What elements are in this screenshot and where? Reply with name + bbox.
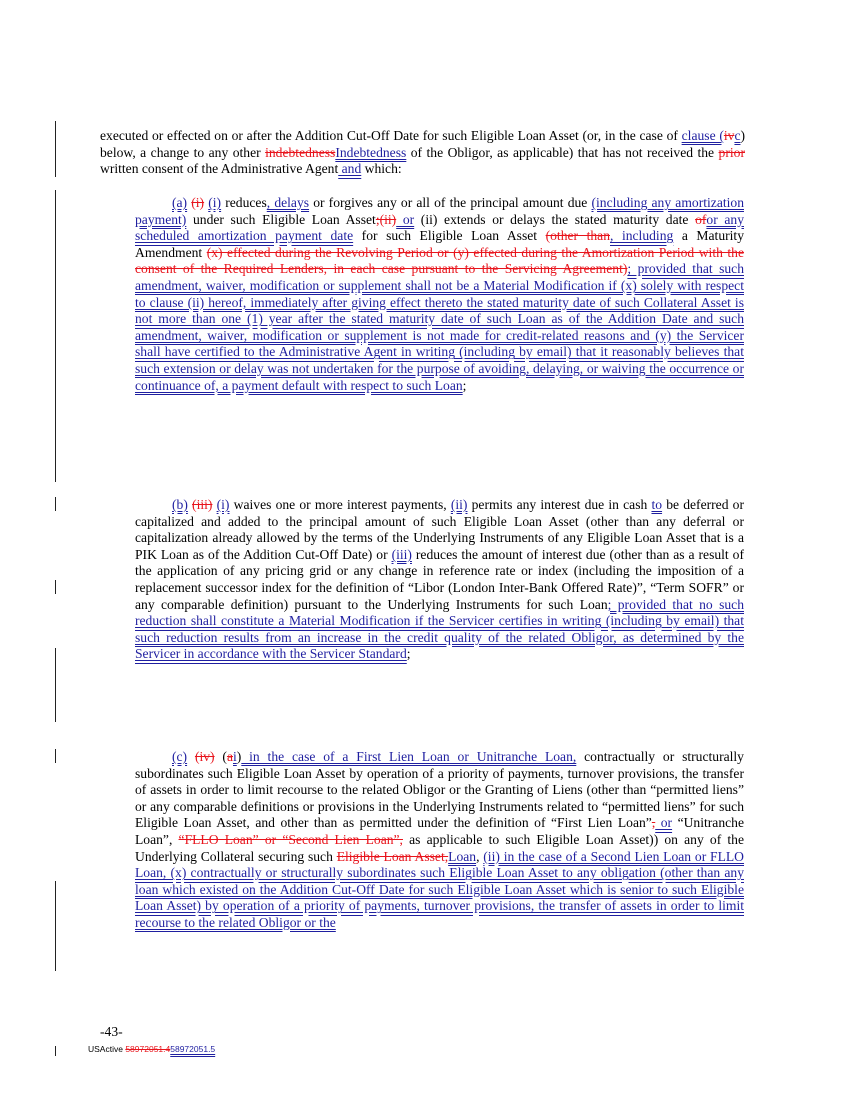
inserted-text: (a) [172, 195, 188, 210]
inserted-text: , delays [266, 195, 310, 210]
inserted-text: i [233, 749, 237, 764]
body-text: waives one or more interest payments, [229, 497, 451, 512]
change-bar [55, 1046, 56, 1056]
change-bar [55, 580, 56, 594]
inserted-text: (i) [216, 497, 230, 512]
body-text: a Maturity Amendment [135, 228, 744, 260]
deleted-text: , [651, 815, 656, 831]
deleted-text: (x) effected during the Revolving Period or (y) effected during the Amortization Period with the consent of the Required Lenders, in each case pursuant to the Servicing Agreement) [135, 244, 744, 277]
deleted-text: prior [718, 144, 745, 160]
inserted-text: (ii) in the case of a Second Lien Loan or FLLO Loan, (x) contractually or structurally subordinates such Eligible Loan Asset to any obligation (other than any loan which existed on the Addition Cut-Off Date for such Eligible Loan Asset which is senior to such Eligible Loan Asset) by operation of a priority of payments, turnover provisions, the transfer of assets in order to limit recourse to the related Obligor or the [135, 848, 745, 930]
inserted-text: Loan [448, 848, 477, 864]
body-text: permits any interest due in cash [467, 497, 652, 512]
body-text: executed or effected on or after the Addition Cut-Off Date for such Eligible Loan Asset (or, in the case of [100, 128, 682, 143]
body-text: ; [406, 646, 411, 662]
body-text: “Unitranche Loan”, [135, 815, 744, 847]
body-text: ) [236, 749, 242, 764]
body-text: under such Eligible Loan Asset [186, 211, 376, 227]
change-bar [55, 881, 56, 971]
deleted-text: Eligible Loan Asset, [336, 848, 449, 864]
inserted-text: clause ( [681, 128, 724, 143]
deleted-text: iv [723, 128, 735, 143]
inserted-text: and [338, 161, 362, 177]
inserted-text: (ii) [450, 497, 468, 512]
body-text: as applicable to such Eligible Loan Asset)) on any of the Underlying Collateral securing such [135, 831, 745, 864]
footer-deleted-id: 58972051.4 [125, 1044, 171, 1054]
footer-label: USActive [88, 1044, 126, 1054]
body-text: reduces [221, 195, 267, 210]
body-text: for such Eligible Loan Asset [353, 228, 546, 244]
body-text: written consent of the Administrative Agent [100, 161, 339, 177]
clause-b-paragraph [135, 497, 744, 663]
inserted-text: (including any amortization payment) [135, 195, 744, 227]
deleted-text: (i) [191, 195, 205, 210]
body-text: (ii) extends or delays the stated maturity date [414, 211, 696, 227]
deleted-text: a [226, 749, 233, 764]
body-text [187, 749, 195, 764]
change-bar [55, 190, 56, 482]
intro-paragraph [100, 128, 745, 178]
deleted-text: (iv) [194, 749, 215, 764]
inserted-text: or [655, 815, 673, 831]
inserted-text: , including [610, 228, 674, 244]
inserted-text: (b) [172, 497, 188, 512]
clause-a-paragraph [135, 195, 744, 394]
body-text: ; [462, 377, 467, 393]
deleted-text: indebtedness [265, 144, 336, 160]
inserted-text: (c) [172, 749, 188, 764]
body-text: reduces the amount of interest due (other than as a result of the application of any pricing grid or any change in reference rate or index (including the imposition of a replacement successor index for the definition of “Libor (London Inter-Bank Offered Rate)”, “Term SOFR” or any comparable definition) pursuant to the Underlying Instruments for such Loan [135, 546, 744, 612]
change-bar [55, 497, 56, 511]
body-text: ( [214, 749, 227, 764]
inserted-text: or [396, 211, 415, 227]
inserted-text: Indebtedness [335, 144, 407, 160]
body-text: contractually or structurally subordinates such Eligible Loan Asset by operation of a priority of payments, turnover provisions, the transfer of assets in order to limit recourse to the related Obligor or the Granting of Liens (other than “permitted liens” or any comparable definitions or provisions in the Underlying Instruments related to “permitted liens” for such Eligible Loan Asset, and other than as permitted under the definition of “First Lien Loan” [135, 749, 744, 831]
change-bar [55, 749, 56, 763]
document-footer [88, 1044, 215, 1054]
deleted-text: “FLLO Loan” or “Second Lien Loan”, [178, 831, 403, 847]
inserted-text: ; provided that such amendment, waiver, modification or supplement shall not be a Material Modification if (x) solely with respect to clause (ii) hereof, immediately after giving effect thereto the stated maturity date of such Collateral Asset is not more than one (1) year after the stated maturity date of such Loan as of the Addition Date and such amendment, waiver, modification or supplement is not made for credit-related reasons and (y) the Servicer shall have certified to the Administrative Agent in writing (including by email) that it reasonably believes that such extension or delay was not undertaken for the purpose of avoiding, delaying, or waiving the occurrence or continuance of, a payment default with respect to such Loan [135, 261, 744, 393]
deleted-text: (other than [545, 228, 610, 244]
deleted-text: (iii) [192, 497, 213, 512]
page-number: -43- [100, 1024, 123, 1039]
inserted-text: in the case of a First Lien Loan or Unitranche Loan, [241, 749, 577, 764]
footer-inserted-id: 58972051.5 [170, 1044, 216, 1054]
change-bar [55, 121, 56, 177]
clause-c-paragraph [135, 749, 744, 932]
body-text: or forgives any or all of the principal amount due [309, 195, 592, 210]
change-bar [55, 648, 56, 722]
inserted-text: (i) [208, 195, 222, 210]
inserted-text: (iii) [391, 546, 412, 562]
inserted-text: to [651, 497, 663, 512]
body-text: be deferred or capitalized and added to the principal amount of such Eligible Loan Asset (other than any deferral or capitalization already allowed by the terms of the Underlying Instruments of any Eligible Loan Asset that is a PIK Loan as of the Addition Cut-Off Date) or [135, 497, 745, 562]
inserted-text: ; provided that no such reduction shall constitute a Material Modification if the Servicer certifies in writing (including by email) that such reduction results from an increase in the credit quality of the related Obligor, as determined by the Servicer in accordance with the Servicer Standard [135, 596, 744, 662]
body-text: of the Obligor, as applicable) that has not received the [406, 144, 719, 160]
inserted-text: or any scheduled amortization payment date [135, 211, 744, 244]
body-text: , [476, 848, 484, 864]
inserted-text: c [734, 128, 741, 143]
deleted-text: ;(ii) [375, 211, 397, 227]
body-text: ) below, a change to any other [100, 128, 746, 160]
deleted-text: of [695, 211, 707, 227]
body-text: which: [361, 161, 402, 177]
